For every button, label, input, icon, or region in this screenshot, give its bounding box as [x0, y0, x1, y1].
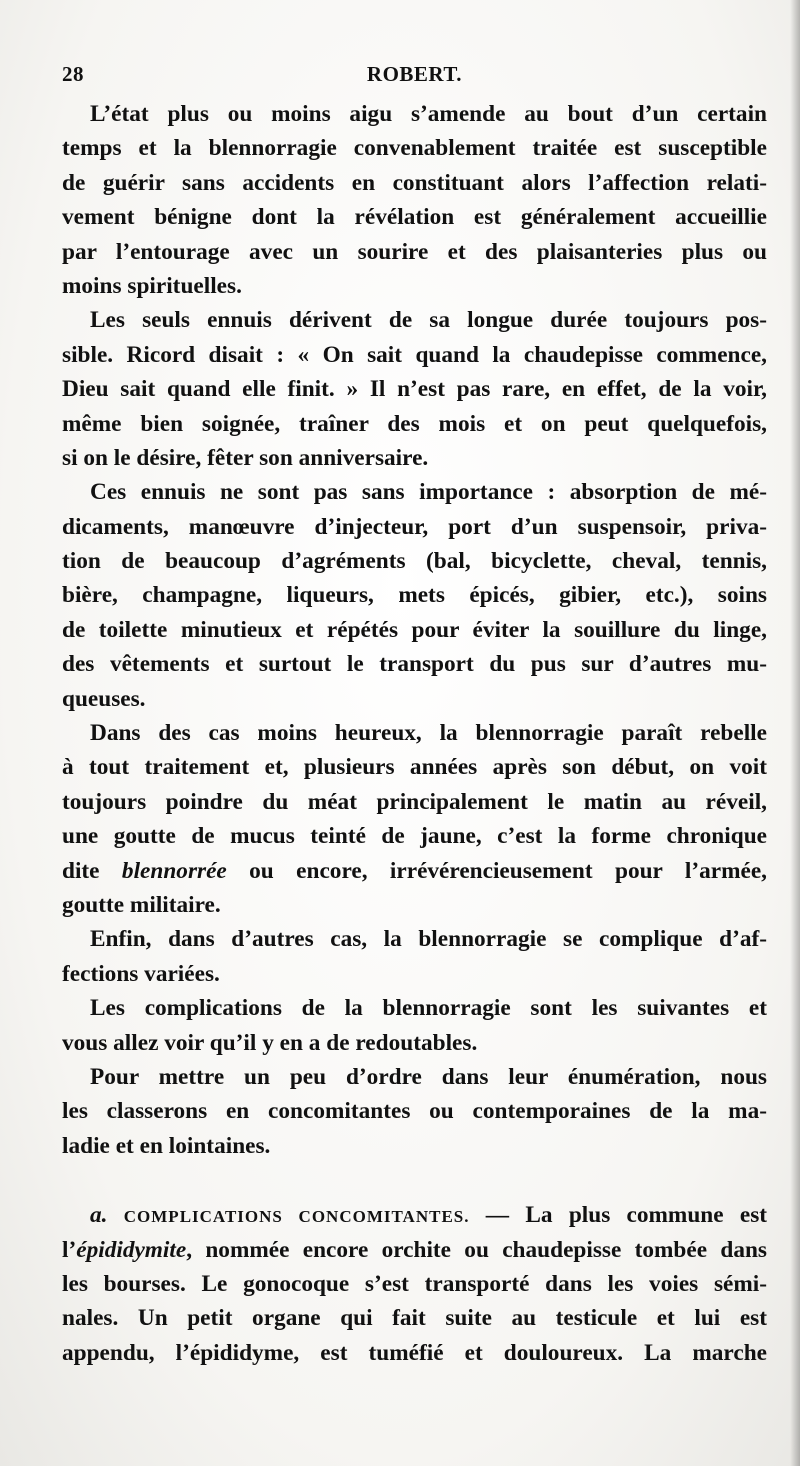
text-line: sible. Ricord disait : « On sait quand la chaudepisse commence,	[62, 341, 767, 368]
italic-term: blennorrée	[121, 857, 227, 884]
text-line: bière, champagne, liqueurs, mets épicés, gibier, etc.), soins	[62, 582, 767, 609]
page-number: 28	[62, 62, 84, 86]
text-line: par l’entourage avec un sourire et des plaisanteries plus ou	[62, 238, 767, 265]
text-line: les classerons en concomitantes ou contemporaines de la ma-	[62, 1098, 767, 1125]
paragraph-3	[62, 475, 767, 716]
page-edge-shadow	[790, 0, 800, 1466]
text-line: de guérir sans accidents en constituant alors l’affection relati-	[62, 169, 767, 196]
text-line: Dieu sait quand elle finit. » Il n’est pas rare, en effet, de la voir,	[62, 376, 767, 403]
text-line: Enfin, dans d’autres cas, la blennorragie se complique d’af-	[90, 926, 767, 953]
text-line: goutte militaire.	[62, 891, 221, 918]
text-line: Ces ennuis ne sont pas sans importance : absorption de mé-	[90, 479, 767, 506]
text-line: ladie et en lointaines.	[62, 1132, 271, 1159]
text-line: vement bénigne dont la révélation est généralement accueillie	[62, 204, 767, 231]
text-line: vous allez voir qu’il y en a de redoutables.	[62, 1029, 478, 1056]
em-dash: —	[485, 1202, 510, 1229]
text-line: fections variées.	[62, 960, 220, 987]
paragraph-1	[62, 97, 767, 303]
paragraph-5	[62, 922, 767, 991]
text-line: L’état plus ou moins aigu s’amende au bout d’un certain	[90, 101, 767, 127]
paragraph-7	[62, 1060, 767, 1163]
text-line: des vêtements et surtout le transport du pus sur d’autres mu-	[62, 651, 767, 678]
text-line: moins spirituelles.	[62, 272, 242, 299]
text-line: Dans des cas moins heureux, la blennorragie paraît rebelle	[90, 720, 767, 747]
text-line: nales. Un petit organe qui fait suite au testicule et lui est	[62, 1305, 767, 1332]
text-line: les bourses. Le gonocoque s’est transporté dans les voies sémi-	[62, 1270, 767, 1297]
text-line: de toilette minutieux et répétés pour éviter la souillure du linge,	[62, 616, 767, 643]
text-segment: , nommée encore orchite ou chaudepisse tombée dans	[186, 1236, 767, 1263]
text-line: toujours poindre du méat principalement le matin au réveil,	[62, 788, 767, 815]
text-line: Les seuls ennuis dérivent de sa longue durée toujours pos-	[90, 307, 767, 334]
text-line: Pour mettre un peu d’ordre dans leur énumération, nous	[90, 1063, 767, 1090]
text-line: si on le désire, fêter son anniversaire.	[62, 444, 429, 471]
paragraph-4	[62, 716, 767, 922]
text-line: Les complications de la blennorragie sont les suivantes et	[90, 995, 767, 1022]
section-letter: a.	[90, 1202, 108, 1229]
italic-term: épididymite	[76, 1236, 187, 1263]
text-line: à tout traitement et, plusieurs années après son début, on voit	[62, 754, 767, 781]
section-gap	[62, 1163, 767, 1198]
text-line: tion de beaucoup d’agréments (bal, bicyclette, cheval, tennis,	[62, 548, 767, 575]
paragraph-2	[62, 303, 767, 475]
running-title: ROBERT.	[366, 62, 463, 86]
text-segment: l’	[62, 1236, 77, 1263]
running-header	[62, 62, 767, 88]
section-heading: COMPLICATIONS CONCOMITANTES.	[123, 1207, 470, 1227]
text-line: même bien soignée, traîner des mois et on peut quelquefois,	[62, 410, 767, 437]
text-line: temps et la blennorragie convenablement traitée est susceptible	[62, 135, 767, 162]
text-segment: La plus commune est	[525, 1202, 767, 1229]
text-line: appendu, l’épididyme, est tuméfié et douloureux. La marche	[62, 1339, 767, 1366]
body-text	[62, 97, 767, 1370]
text-segment: dite	[62, 857, 122, 884]
text-segment: ou encore, irrévérencieusement pour l’armée,	[226, 857, 767, 884]
text-line: queuses.	[62, 685, 146, 712]
section-a	[62, 1198, 767, 1370]
text-line	[62, 1233, 767, 1267]
text-line: une goutte de mucus teinté de jaune, c’est la forme chronique	[62, 823, 767, 850]
paragraph-6	[62, 991, 767, 1060]
text-line	[62, 854, 767, 888]
text-line: dicaments, manœuvre d’injecteur, port d’un suspensoir, priva-	[62, 513, 767, 540]
section-heading-line	[62, 1198, 767, 1232]
